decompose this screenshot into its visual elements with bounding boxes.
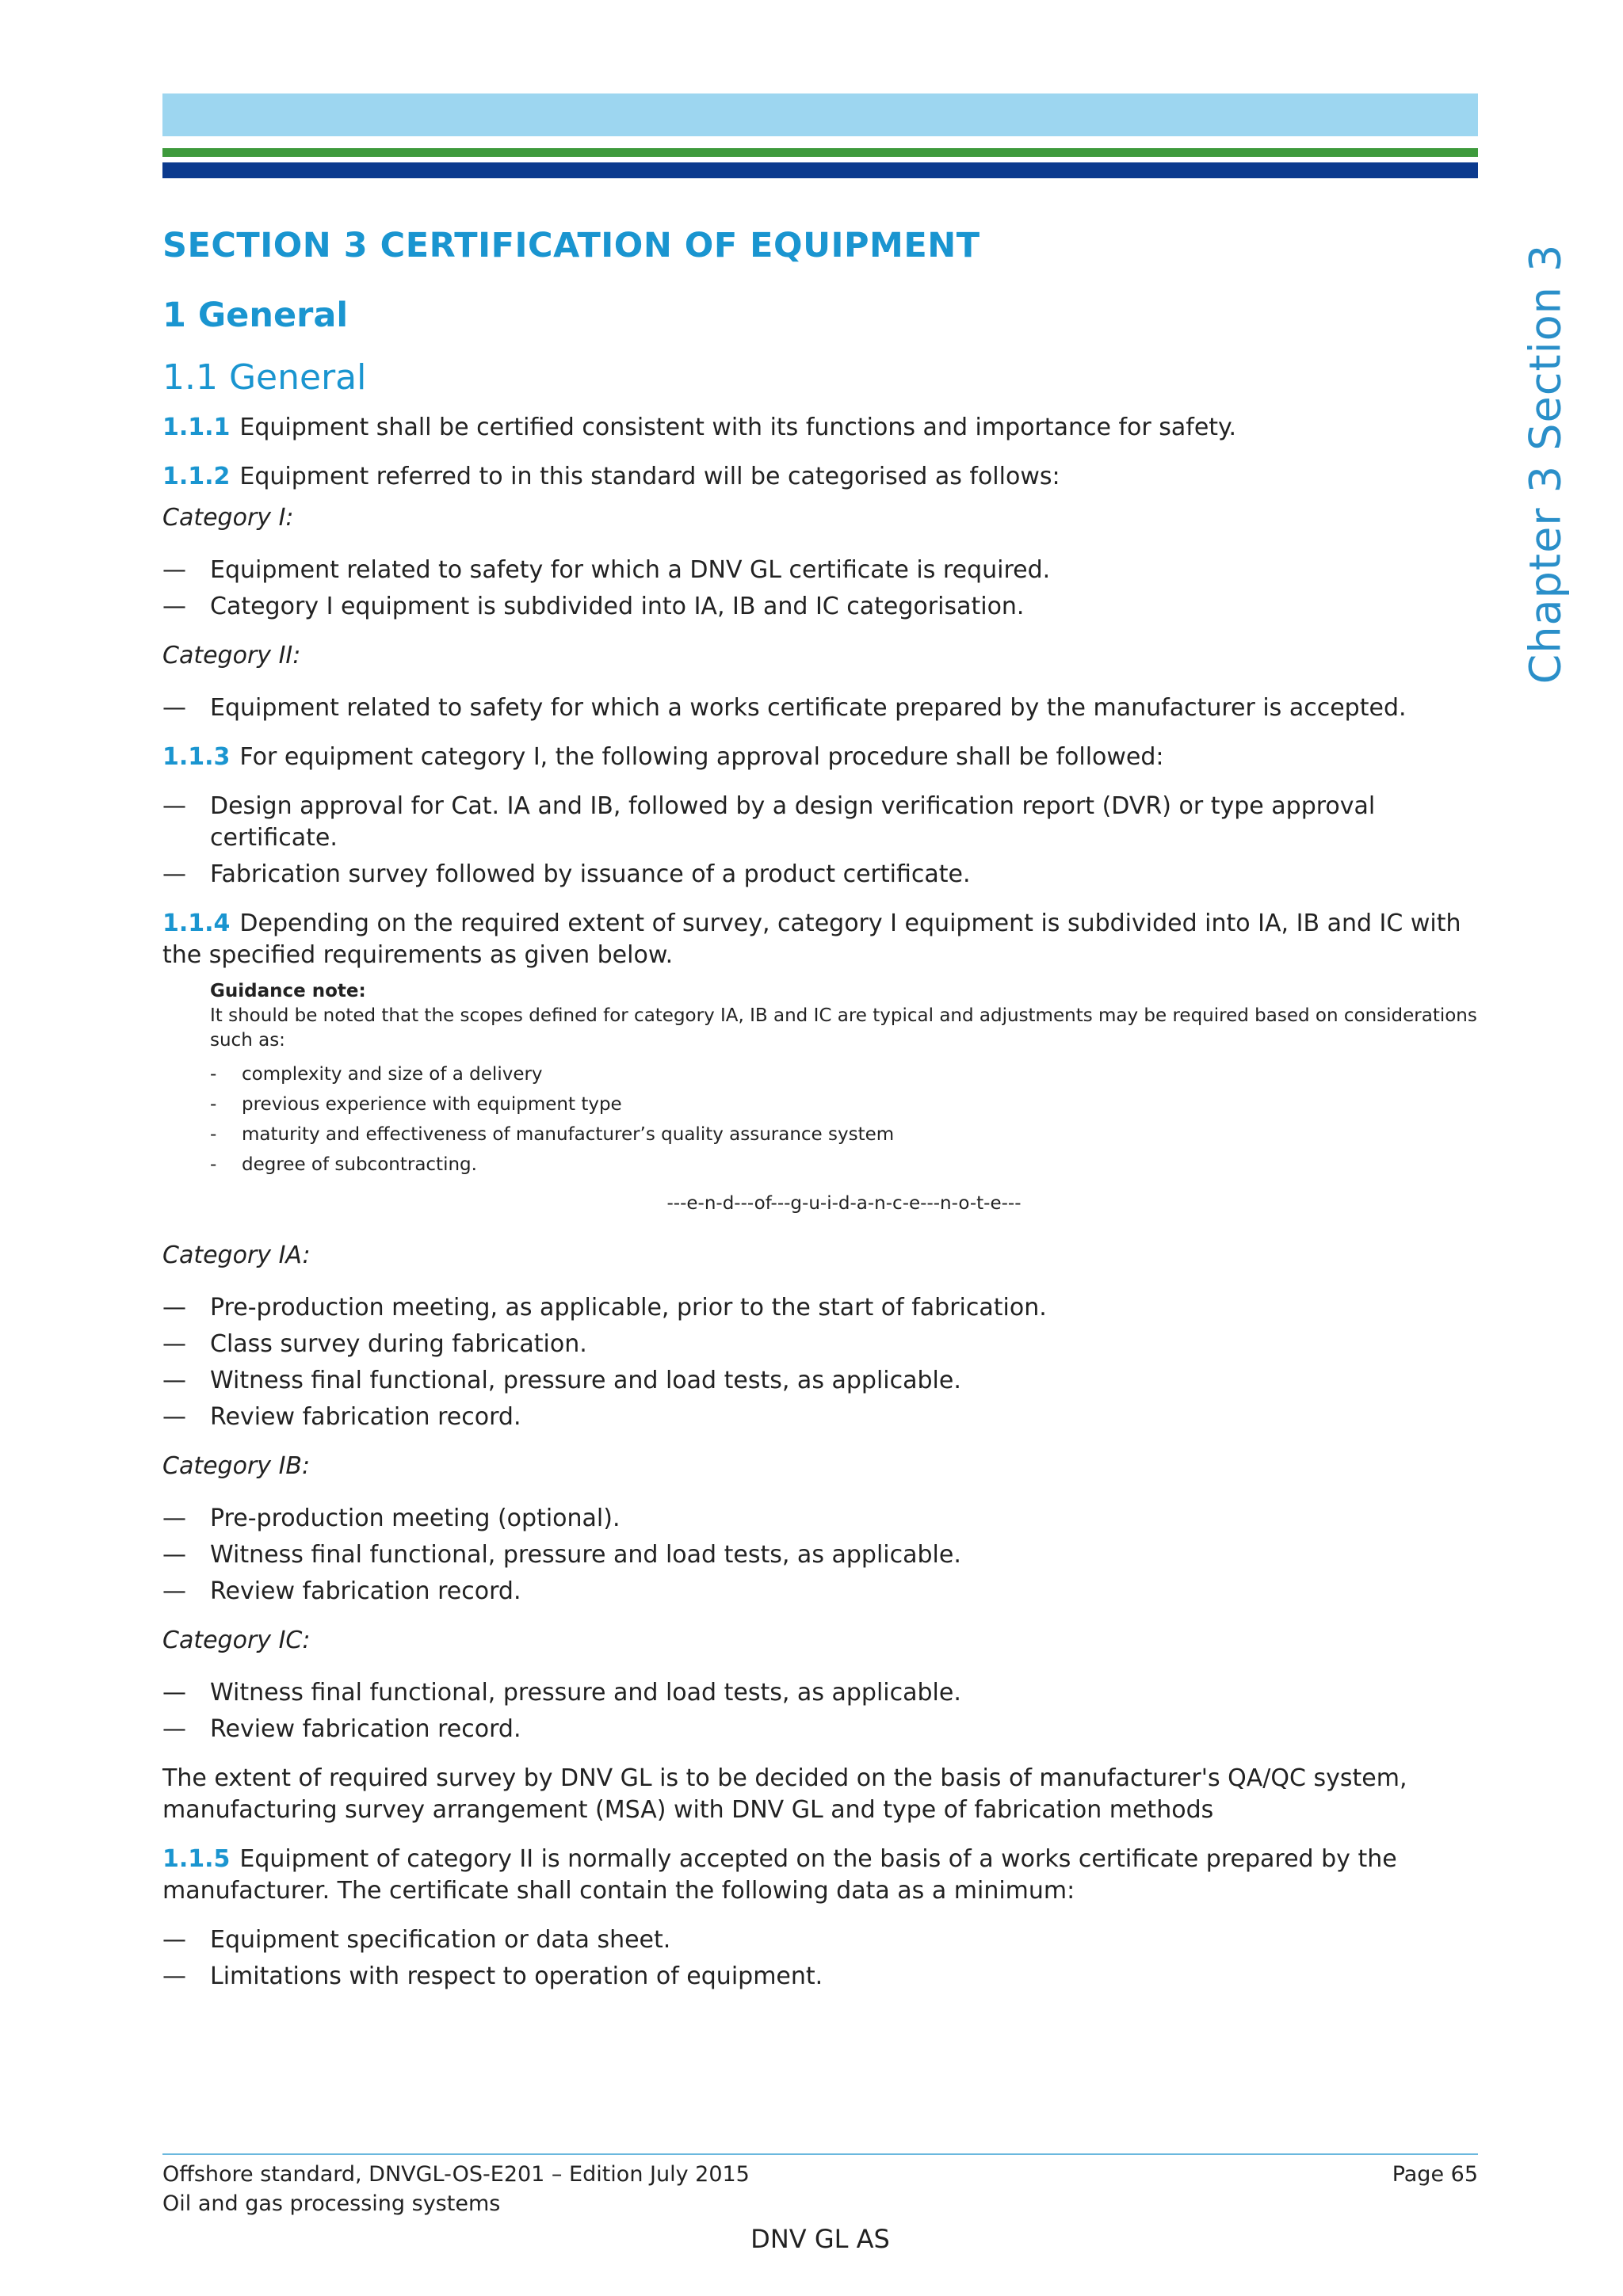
list-item: — Equipment related to safety for which a works certificate prepared by the manufacturer is accepted. — [162, 692, 1478, 724]
clause-text: For equipment category I, the following approval procedure shall be followed: — [239, 743, 1164, 771]
guidance-note-end: ---e-n-d---of---g-u-i-d-a-n-c-e---n-o-t-e--- — [666, 1193, 1022, 1214]
header-band-green — [162, 148, 1478, 157]
header-band-light — [162, 93, 1478, 136]
category-ic-list — [162, 1677, 1478, 1745]
guidance-note-list — [210, 1062, 1478, 1177]
list-item: — Pre-production meeting, as applicable, prior to the start of fabrication. — [162, 1292, 1478, 1324]
category-ii-label: Category II: — [162, 642, 301, 669]
list-item: — Witness final functional, pressure and load tests, as applicable. — [162, 1539, 1478, 1571]
list-item: - maturity and effectiveness of manufacturer’s quality assurance system — [210, 1123, 1478, 1147]
clause-text: Equipment shall be certified consistent with its functions and importance for safety. — [239, 414, 1237, 441]
clause-text: Equipment of category II is normally accepted on the basis of a works certificate prepared by the manufacturer. The certificate shall contain the following data as a minimum: — [162, 1845, 1397, 1905]
section-title: SECTION 3 CERTIFICATION OF EQUIPMENT — [162, 226, 980, 265]
paragraph-1-1-2 — [162, 461, 1478, 493]
paragraph-1-1-3 — [162, 742, 1478, 773]
category-ib-label: Category IB: — [162, 1452, 311, 1480]
list-item: — Pre-production meeting (optional). — [162, 1503, 1478, 1535]
clause-number: 1.1.4 — [162, 910, 231, 937]
footer-standard: Offshore standard, DNVGL-OS-E201 – Edition July 2015 — [162, 2162, 750, 2187]
category-ia-label: Category IA: — [162, 1241, 311, 1269]
category-ib-list — [162, 1503, 1478, 1608]
certificate-data-list — [162, 1924, 1478, 1993]
header-band-navy — [162, 162, 1478, 178]
clause-text: Depending on the required extent of survey, category I equipment is subdivided into IA, IB and IC with the specified requirements as given below. — [162, 910, 1461, 969]
list-item: — Limitations with respect to operation of equipment. — [162, 1961, 1478, 1993]
paragraph-1-1-1 — [162, 412, 1478, 444]
list-item: — Review fabrication record. — [162, 1402, 1478, 1433]
guidance-note-text: It should be noted that the scopes defined for category IA, IB and IC are typical and adjustments may be required based on considerations such as: — [210, 1005, 1477, 1051]
list-item: - previous experience with equipment type — [210, 1093, 1478, 1117]
heading-1: 1 General — [162, 296, 349, 335]
clause-number: 1.1.2 — [162, 463, 231, 490]
category-ia-list — [162, 1292, 1478, 1433]
list-item: - complexity and size of a delivery — [210, 1062, 1478, 1087]
guidance-note-title: Guidance note: — [210, 981, 366, 1001]
category-ic-label: Category IC: — [162, 1627, 311, 1654]
paragraph-1-1-5 — [162, 1844, 1478, 1907]
list-item: — Equipment specification or data sheet. — [162, 1924, 1478, 1956]
list-item: — Review fabrication record. — [162, 1576, 1478, 1608]
document-body — [162, 226, 1478, 2010]
clause-number: 1.1.1 — [162, 414, 231, 441]
list-item: - degree of subcontracting. — [210, 1153, 1478, 1177]
approval-procedure-list — [162, 791, 1478, 891]
category-i-label: Category I: — [162, 504, 294, 532]
list-item: — Witness final functional, pressure and load tests, as applicable. — [162, 1365, 1478, 1397]
footer-subtitle: Oil and gas processing systems — [162, 2191, 501, 2216]
page-number: Page 65 — [1392, 2162, 1478, 2187]
survey-extent-paragraph: The extent of required survey by DNV GL is to be decided on the basis of manufacturer's QA/QC system, manufacturing survey arrangement (MSA) with DNV GL and type of fabrication methods — [162, 1764, 1407, 1824]
list-item: — Equipment related to safety for which a DNV GL certificate is required. — [162, 555, 1478, 586]
list-item: — Design approval for Cat. IA and IB, followed by a design verification report (DVR) or type approval certificate. — [162, 791, 1478, 854]
footer-company: DNV GL AS — [750, 2224, 890, 2254]
guidance-note — [210, 979, 1478, 1216]
list-item: — Category I equipment is subdivided into IA, IB and IC categorisation. — [162, 591, 1478, 623]
list-item: — Class survey during fabrication. — [162, 1329, 1478, 1360]
clause-number: 1.1.3 — [162, 743, 231, 771]
heading-1-1: 1.1 General — [162, 357, 367, 398]
list-item: — Fabrication survey followed by issuance of a product certificate. — [162, 859, 1478, 891]
clause-text: Equipment referred to in this standard will be categorised as follows: — [239, 463, 1060, 490]
paragraph-1-1-4 — [162, 908, 1478, 971]
list-item: — Review fabrication record. — [162, 1714, 1478, 1745]
footer-document-info — [162, 2160, 750, 2218]
chapter-section-label: Chapter 3 Section 3 — [1520, 243, 1571, 684]
clause-number: 1.1.5 — [162, 1845, 231, 1873]
category-ii-list — [162, 692, 1478, 724]
chapter-section-tab — [1520, 230, 1571, 697]
list-item: — Witness final functional, pressure and load tests, as applicable. — [162, 1677, 1478, 1709]
footer-divider — [162, 2153, 1478, 2155]
category-i-list — [162, 555, 1478, 623]
